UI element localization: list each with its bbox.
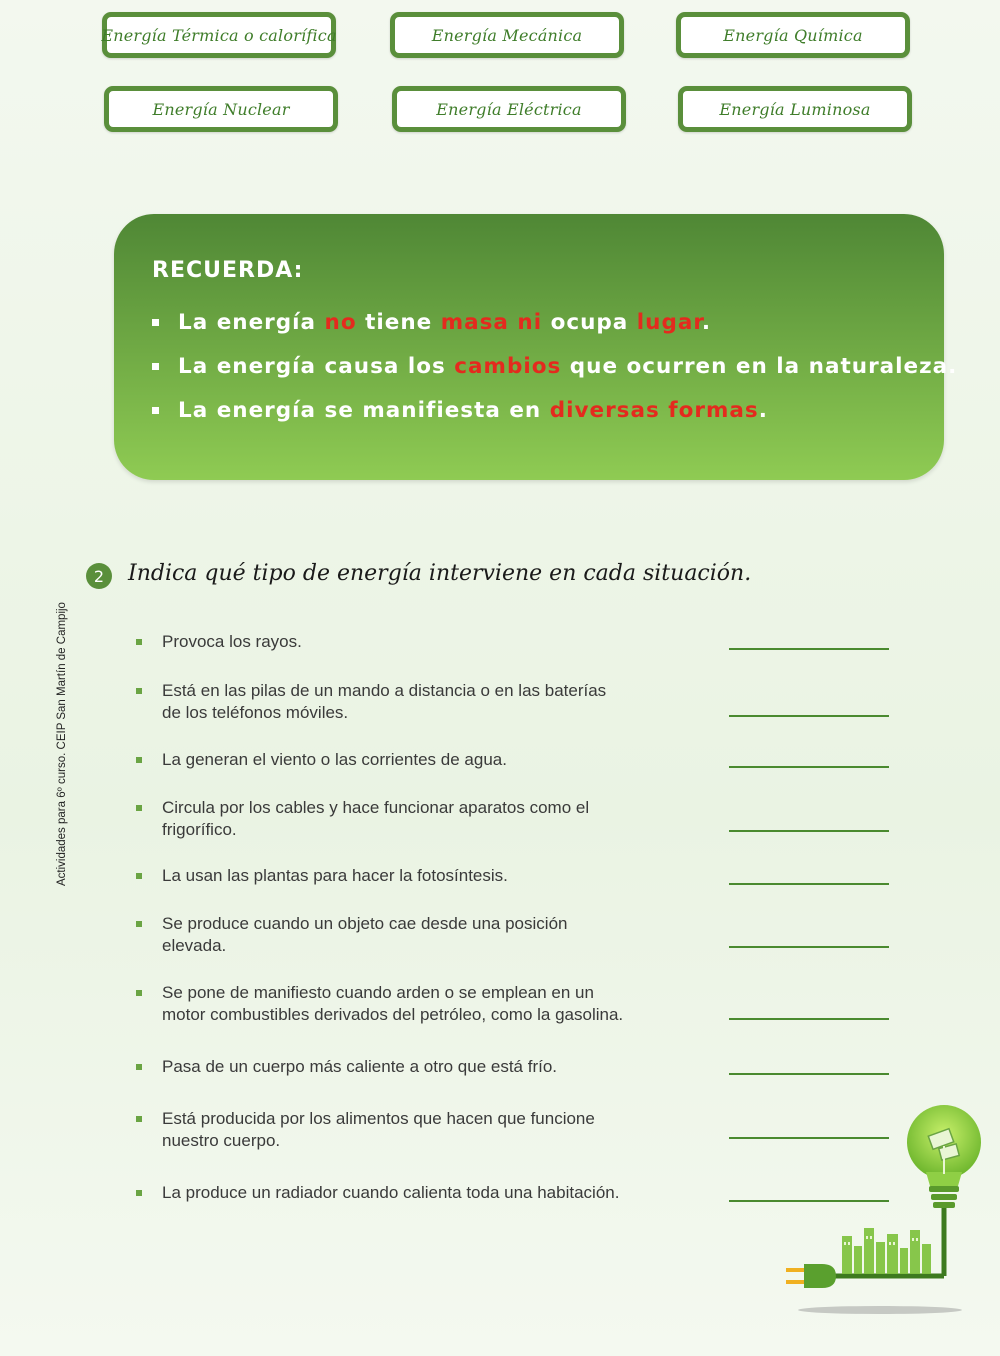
bullet-square [152,363,159,370]
item-bullet [136,1190,142,1196]
highlight-word: diversas formas [549,398,759,423]
option-luminosa[interactable]: Energía Luminosa [678,86,912,132]
item-bullet [136,921,142,927]
answer-line[interactable] [729,1018,889,1020]
recuerda-list [152,310,957,442]
answer-line[interactable] [729,830,889,832]
item-bullet [136,688,142,694]
recuerda-line-1: La energía no tiene masa ni ocupa lugar. [152,310,957,354]
highlight-word: cambios [454,354,562,379]
item-text: Está en las pilas de un mando a distancia o en las baterías de los teléfonos móviles. [162,681,607,722]
bullet-square [152,319,159,326]
answer-line[interactable] [729,766,889,768]
option-nuclear[interactable]: Energía Nuclear [104,86,338,132]
recuerda-title: RECUERDA: [152,258,304,283]
item-bullet [136,639,142,645]
answer-line[interactable] [729,946,889,948]
highlight-word: lugar [636,310,702,335]
item-bullet [136,1116,142,1122]
answer-line[interactable] [729,1073,889,1075]
item-text: La produce un radiador cuando calienta toda una habitación. [162,1183,620,1202]
option-quimica[interactable]: Energía Química [676,12,910,58]
item-text: Circula por los cables y hace funcionar aparatos como el frigorífico. [162,798,590,839]
answer-line[interactable] [729,715,889,717]
recuerda-box [114,214,958,480]
answer-line[interactable] [729,648,889,650]
highlight-word: masa ni [440,310,543,335]
item-bullet [136,873,142,879]
recuerda-line-2: La energía causa los cambios que ocurren en la naturaleza. [152,354,957,398]
item-bullet [136,805,142,811]
item-bullet [136,990,142,996]
item-bullet [136,1064,142,1070]
bullet-square [152,407,159,414]
item-text: Está producida por los alimentos que hacen que funcione nuestro cuerpo. [162,1109,595,1150]
item-text: Se pone de manifiesto cuando arden o se emplean en un motor combustibles derivados del petróleo, como la gasolina. [162,983,624,1024]
question-title: Indica qué tipo de energía interviene en cada situación. [128,561,752,586]
item-text: Pasa de un cuerpo más caliente a otro que está frío. [162,1057,558,1076]
recuerda-line-3: La energía se manifiesta en diversas formas. [152,398,957,442]
answer-line[interactable] [729,883,889,885]
question-number: 2 [86,563,112,589]
item-text: La usan las plantas para hacer la fotosíntesis. [162,866,508,885]
eco-lightbulb-icon [770,1096,990,1326]
highlight-word: no [324,310,357,335]
item-text: Se produce cuando un objeto cae desde una posición elevada. [162,914,568,955]
option-mecanica[interactable]: Energía Mecánica [390,12,624,58]
option-electrica[interactable]: Energía Eléctrica [392,86,626,132]
side-credit: Actividades para 6º curso. CEIP San Martín de Campijo [56,602,68,886]
option-termica[interactable]: Energía Térmica o calorífica [102,12,336,58]
item-bullet [136,757,142,763]
item-text: La generan el viento o las corrientes de agua. [162,750,507,769]
item-text: Provoca los rayos. [162,632,302,651]
